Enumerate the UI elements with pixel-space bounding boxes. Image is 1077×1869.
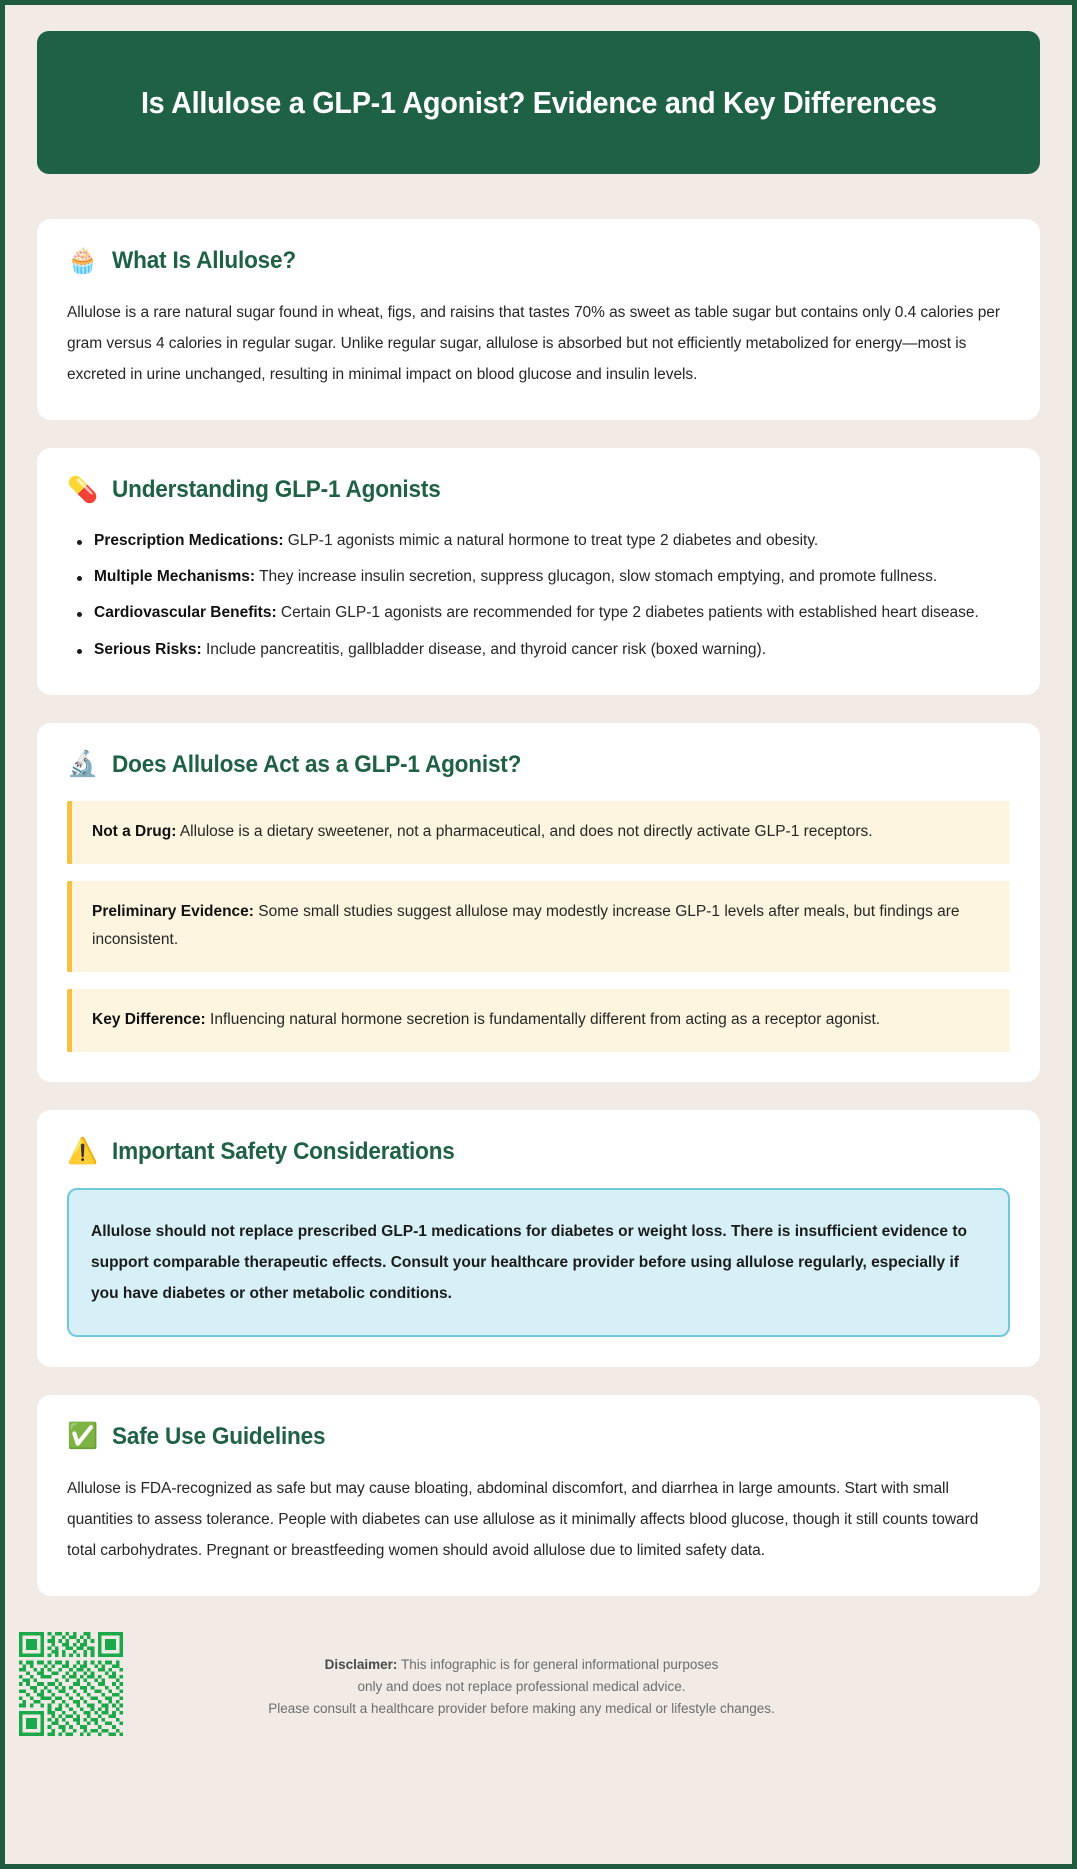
card-header — [67, 751, 1010, 779]
section-body-what-is-allulose: Allulose is a rare natural sugar found in wheat, figs, and raisins that tastes 70% as sweet as table sugar but contains only 0.4 calories per gram versus 4 calories in regular sugar. Unlike regular sugar, allulose is absorbed but not efficiently metabolized for energy—most is excreted in urine unchanged, resulting in minimal impact on blood glucose and insulin levels. — [67, 304, 1000, 383]
list-item — [67, 562, 1010, 592]
disclaimer-line-1: This infographic is for general informational purposes — [397, 1656, 719, 1672]
safety-warning-box: Allulose should not replace prescribed GLP-1 medications for diabetes or weight loss. There is insufficient evidence to support comparable therapeutic effects. Consult your healthcare provider before using allulose regularly, especially if you have diabetes or other metabolic conditions. — [67, 1188, 1010, 1337]
section-title-what-is-allulose: What Is Allulose? — [112, 247, 297, 274]
card-safety-considerations — [37, 1110, 1040, 1367]
list-item-text: Include pancreatitis, gallbladder disease, and thyroid cancer risk (boxed warning). — [201, 640, 767, 658]
green-check-icon: ✅ — [67, 1422, 99, 1451]
card-safe-use-guidelines — [37, 1395, 1040, 1596]
section-title-understanding-glp1: Understanding GLP-1 Agonists — [112, 476, 441, 503]
card-does-allulose-act — [37, 723, 1040, 1082]
microscope-icon: 🔬 — [67, 750, 99, 779]
glp1-bullet-list — [67, 526, 1010, 665]
callout-box — [67, 801, 1010, 864]
list-item — [67, 526, 1010, 556]
card-header — [67, 1423, 1010, 1451]
list-item — [67, 635, 1010, 665]
qr-code — [19, 1632, 123, 1736]
card-what-is-allulose — [37, 219, 1040, 420]
list-item-lead: Cardiovascular Benefits: — [94, 604, 277, 622]
page-title: Is Allulose a GLP-1 Agonist? Evidence and Key Differences — [140, 84, 937, 120]
list-item-text: Certain GLP-1 agonists are recommended for type 2 diabetes patients with established heart disease. — [276, 604, 979, 622]
callout-lead: Not a Drug: — [92, 822, 177, 840]
cupcake-icon: 🧁 — [67, 246, 99, 275]
list-item-lead: Serious Risks: — [94, 640, 202, 658]
disclaimer-label: Disclaimer: — [324, 1656, 398, 1672]
section-title-safe-use: Safe Use Guidelines — [112, 1422, 326, 1450]
card-header — [67, 1138, 1010, 1166]
disclaimer-line-3: Please consult a healthcare provider before making any medical or lifestyle changes. — [268, 1701, 775, 1717]
list-item-lead: Multiple Mechanisms: — [94, 568, 256, 586]
list-item-lead: Prescription Medications: — [94, 532, 284, 549]
list-item-text: They increase insulin secretion, suppress glucagon, slow stomach emptying, and promote fullness. — [255, 568, 938, 586]
section-body-safe-use: Allulose is FDA-recognized as safe but may cause bloating, abdominal discomfort, and diarrhea in large amounts. Start with small quantities to assess tolerance. People with diabetes can use allulose as it minimally affects blood glucose, though it still counts toward total carbohydrates. Pregnant or breastfeeding women should avoid allulose due to limited safety data. — [67, 1479, 979, 1559]
callout-text: Allulose is a dietary sweetener, not a pharmaceutical, and does not directly activate GLP-1 receptors. — [176, 822, 873, 840]
callout-box — [67, 989, 1010, 1052]
callout-text: Some small studies suggest allulose may modestly increase GLP-1 levels after meals, but findings are inconsistent. — [92, 902, 960, 949]
section-title-does-allulose-act: Does Allulose Act as a GLP-1 Agonist? — [112, 750, 522, 778]
card-understanding-glp1 — [37, 448, 1040, 695]
disclaimer-text — [123, 1632, 1040, 1721]
list-item-text: GLP-1 agonists mimic a natural hormone to treat type 2 diabetes and obesity. — [283, 532, 819, 549]
warning-triangle-icon: ⚠️ — [67, 1137, 99, 1166]
callout-lead: Key Difference: — [92, 1010, 206, 1028]
card-header — [67, 247, 1010, 275]
callout-box — [67, 881, 1010, 972]
card-header — [67, 476, 1010, 504]
callout-lead: Preliminary Evidence: — [92, 902, 254, 920]
pill-icon: 💊 — [67, 475, 99, 504]
section-title-safety: Important Safety Considerations — [112, 1137, 455, 1165]
footer — [37, 1624, 1040, 1762]
callout-text: Influencing natural hormone secretion is fundamentally different from acting as a receptor agonist. — [205, 1010, 881, 1028]
list-item — [67, 598, 1010, 628]
disclaimer-line-2: only and does not replace professional medical advice. — [357, 1678, 686, 1694]
header-banner — [37, 31, 1040, 174]
